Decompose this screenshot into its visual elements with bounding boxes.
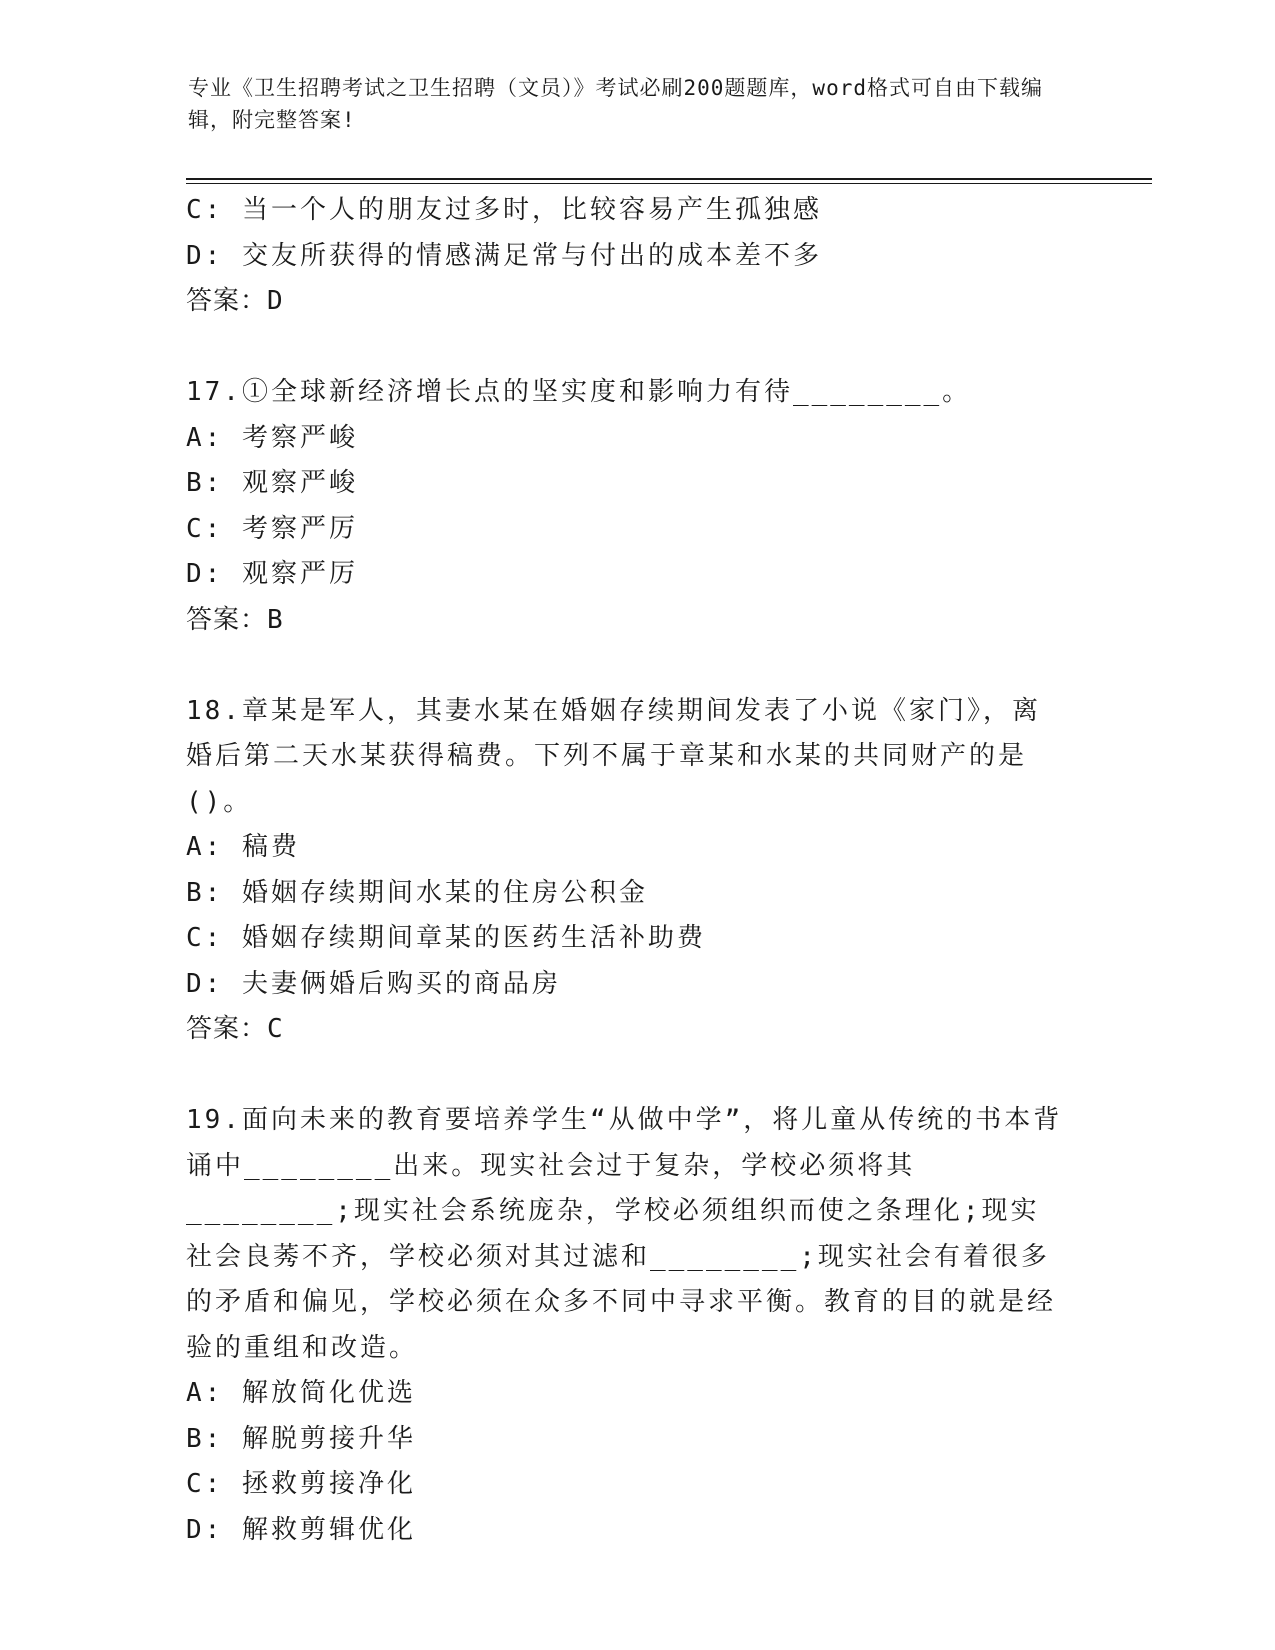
answer	[186, 279, 1086, 325]
document-body	[186, 188, 1086, 1553]
spacer	[186, 1053, 1086, 1099]
option-b: B: 观察严峻	[186, 468, 358, 498]
answer-label: 答案：	[186, 1014, 268, 1044]
answer-value: C	[267, 1014, 284, 1044]
option-d: D: 夫妻俩婚后购买的商品房	[186, 968, 561, 999]
answer-label: 答案：	[186, 286, 268, 316]
option-c: C: 考察严厉	[186, 513, 358, 544]
question-18	[186, 689, 1086, 1053]
option-c: C: 拯救剪接净化	[186, 1469, 416, 1499]
answer-value: B	[267, 604, 284, 635]
option-c: C: 当一个人的朋友过多时，比较容易产生孤独感	[186, 195, 822, 225]
answer-label: 答案：	[186, 604, 268, 635]
header-text: 专业《卫生招聘考试之卫生招聘（文员）》考试必刷200题题库，word格式可自由下载编辑，附完整答案!	[188, 76, 1043, 132]
answer	[186, 1007, 1086, 1053]
header-divider-thin	[186, 183, 1152, 184]
question-17	[186, 370, 1086, 643]
question-stem: 17.①全球新经济增长点的坚实度和影响力有待________。	[186, 377, 972, 407]
question-16-tail	[186, 188, 1086, 325]
option-a: A: 解放简化优选	[186, 1378, 416, 1408]
option-d: D: 交友所获得的情感满足常与付出的成本差不多	[186, 240, 822, 271]
question-stem: 19.面向未来的教育要培养学生“从做中学”，将儿童从传统的书本背诵中________出来。现实社会过于复杂，学校必须将其________;现实社会系统庞杂，学校必须组织而使之条理化;现实社会良莠不齐，学校必须对其过滤和________;现实社会有着很多的矛盾和偏见，学校必须在众多不同中寻求平衡。教育的目的就是经验的重组和改造。	[186, 1105, 1063, 1363]
question-19	[186, 1098, 1086, 1553]
option-b: B: 婚姻存续期间水某的住房公积金	[186, 877, 648, 908]
option-d: D: 解救剪辑优化	[186, 1514, 416, 1545]
question-stem: 18.章某是军人，其妻水某在婚姻存续期间发表了小说《家门》，离婚后第二天水某获得稿费。下列不属于章某和水某的共同财产的是()。	[186, 695, 1041, 817]
option-d: D: 观察严厉	[186, 559, 358, 589]
spacer	[186, 325, 1086, 371]
option-c: C: 婚姻存续期间章某的医药生活补助费	[186, 923, 706, 953]
header-divider	[186, 178, 1152, 180]
option-b: B: 解脱剪接升华	[186, 1423, 416, 1454]
option-a: A: 考察严峻	[186, 422, 358, 453]
answer-value: D	[267, 286, 284, 316]
option-a: A: 稿费	[186, 832, 300, 862]
spacer	[186, 643, 1086, 689]
document-header	[188, 72, 1068, 136]
answer	[186, 598, 1086, 644]
